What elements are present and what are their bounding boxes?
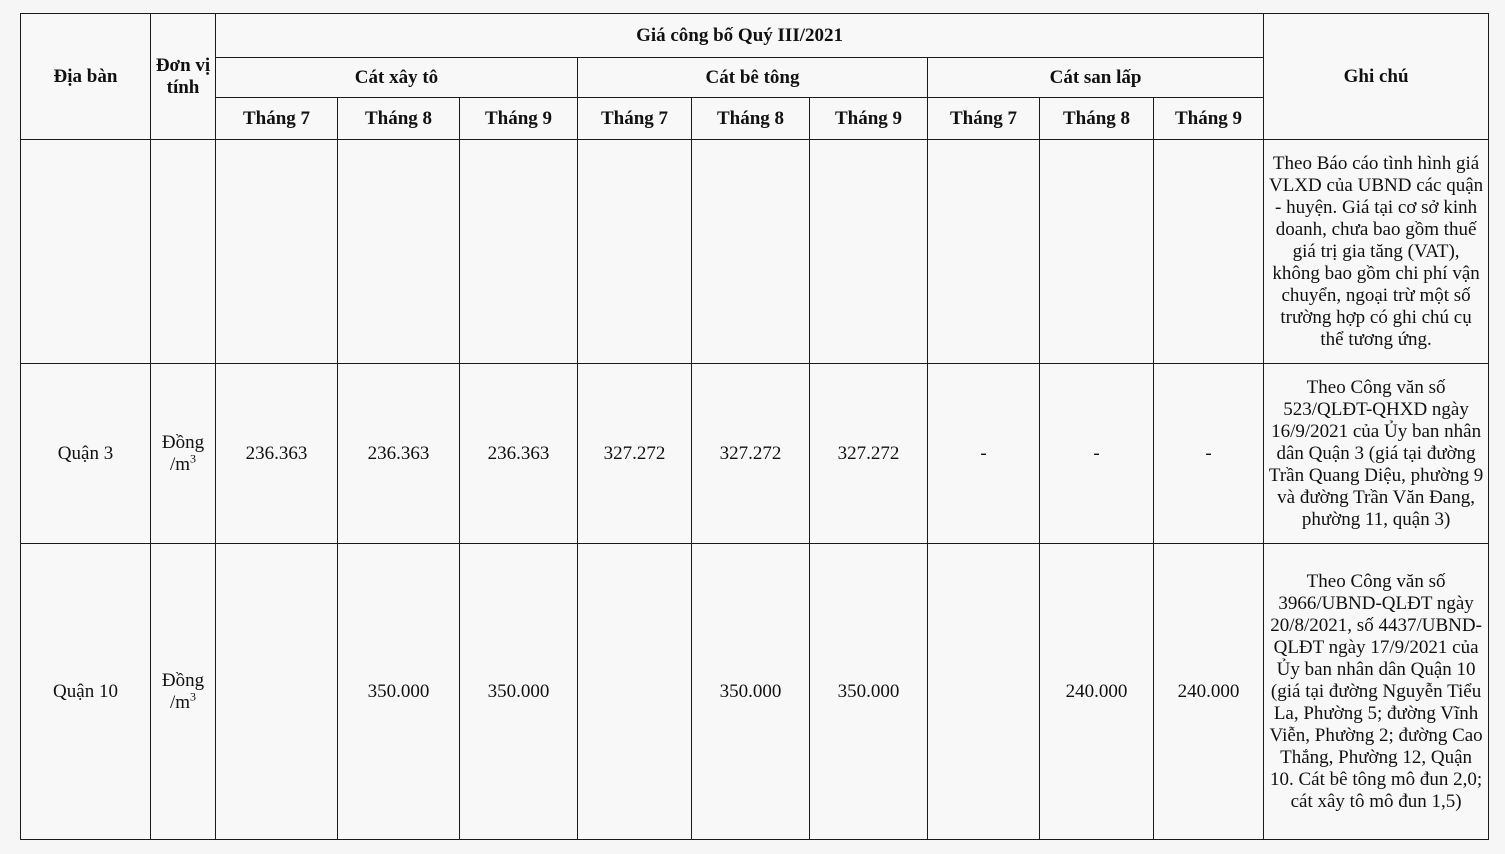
value-cell <box>216 140 338 364</box>
header-month: Tháng 7 <box>578 98 692 140</box>
header-month: Tháng 7 <box>928 98 1040 140</box>
value-cell <box>460 140 578 364</box>
value-cell: 240.000 <box>1154 544 1264 840</box>
note-cell: Theo Công văn số 523/QLĐT-QHXD ngày 16/9/2021 của Ủy ban nhân dân Quận 3 (giá tại đường Trần Quang Diệu, phường 9 và đường Trần Văn Đang, phường 11, quận 3) <box>1264 364 1489 544</box>
area-cell <box>21 140 151 364</box>
value-cell: 327.272 <box>578 364 692 544</box>
value-cell: - <box>928 364 1040 544</box>
price-table <box>20 13 1489 840</box>
value-cell <box>338 140 460 364</box>
value-cell: 350.000 <box>692 544 810 840</box>
table-row <box>21 364 1489 544</box>
header-month: Tháng 8 <box>692 98 810 140</box>
value-cell: 350.000 <box>810 544 928 840</box>
unit-cell <box>151 364 216 544</box>
price-table-container <box>20 13 1489 840</box>
value-cell: 350.000 <box>460 544 578 840</box>
header-month: Tháng 8 <box>1040 98 1154 140</box>
unit-cell <box>151 140 216 364</box>
value-cell: 236.363 <box>216 364 338 544</box>
area-cell: Quận 10 <box>21 544 151 840</box>
header-month: Tháng 9 <box>810 98 928 140</box>
header-price-group: Giá công bố Quý III/2021 <box>216 14 1264 58</box>
value-cell <box>1040 140 1154 364</box>
value-cell <box>928 544 1040 840</box>
value-cell <box>928 140 1040 364</box>
value-cell <box>810 140 928 364</box>
header-month: Tháng 8 <box>338 98 460 140</box>
value-cell: 350.000 <box>338 544 460 840</box>
note-cell: Theo Báo cáo tình hình giá VLXD của UBND các quận - huyện. Giá tại cơ sở kinh doanh, chưa bao gồm thuế giá trị gia tăng (VAT), không bao gồm chi phí vận chuyển, ngoại trừ một số trường hợp có ghi chú cụ thể tương ứng. <box>1264 140 1489 364</box>
value-cell: - <box>1040 364 1154 544</box>
value-cell <box>692 140 810 364</box>
table-row <box>21 544 1489 840</box>
table-row <box>21 140 1489 364</box>
header-month: Tháng 9 <box>460 98 578 140</box>
header-group-cat-xay-to: Cát xây tô <box>216 58 578 98</box>
value-cell <box>216 544 338 840</box>
value-cell: 236.363 <box>338 364 460 544</box>
note-cell: Theo Công văn số 3966/UBND-QLĐT ngày 20/8/2021, số 4437/UBND-QLĐT ngày 17/9/2021 của Ủy ban nhân dân Quận 10 (giá tại đường Nguyễn Tiểu La, Phường 5; đường Vĩnh Viễn, Phường 2; đường Cao Thắng, Phường 12, Quận 10. Cát bê tông mô đun 2,0; cát xây tô mô đun 1,5) <box>1264 544 1489 840</box>
unit-text: Đồng /m <box>161 431 205 475</box>
unit-superscript: 3 <box>190 689 197 704</box>
value-cell: - <box>1154 364 1264 544</box>
value-cell: 240.000 <box>1040 544 1154 840</box>
value-cell: 327.272 <box>810 364 928 544</box>
value-cell <box>578 544 692 840</box>
header-month: Tháng 9 <box>1154 98 1264 140</box>
unit-superscript: 3 <box>190 451 197 466</box>
value-cell <box>578 140 692 364</box>
value-cell: 327.272 <box>692 364 810 544</box>
unit-text: Đồng /m <box>161 669 205 713</box>
value-cell <box>1154 140 1264 364</box>
unit-cell <box>151 544 216 840</box>
header-month: Tháng 7 <box>216 98 338 140</box>
value-cell: 236.363 <box>460 364 578 544</box>
header-group-cat-san-lap: Cát san lấp <box>928 58 1264 98</box>
header-group-cat-be-tong: Cát bê tông <box>578 58 928 98</box>
area-cell: Quận 3 <box>21 364 151 544</box>
header-area: Địa bàn <box>21 14 151 140</box>
header-unit: Đơn vị tính <box>151 14 216 140</box>
header-note: Ghi chú <box>1264 14 1489 140</box>
